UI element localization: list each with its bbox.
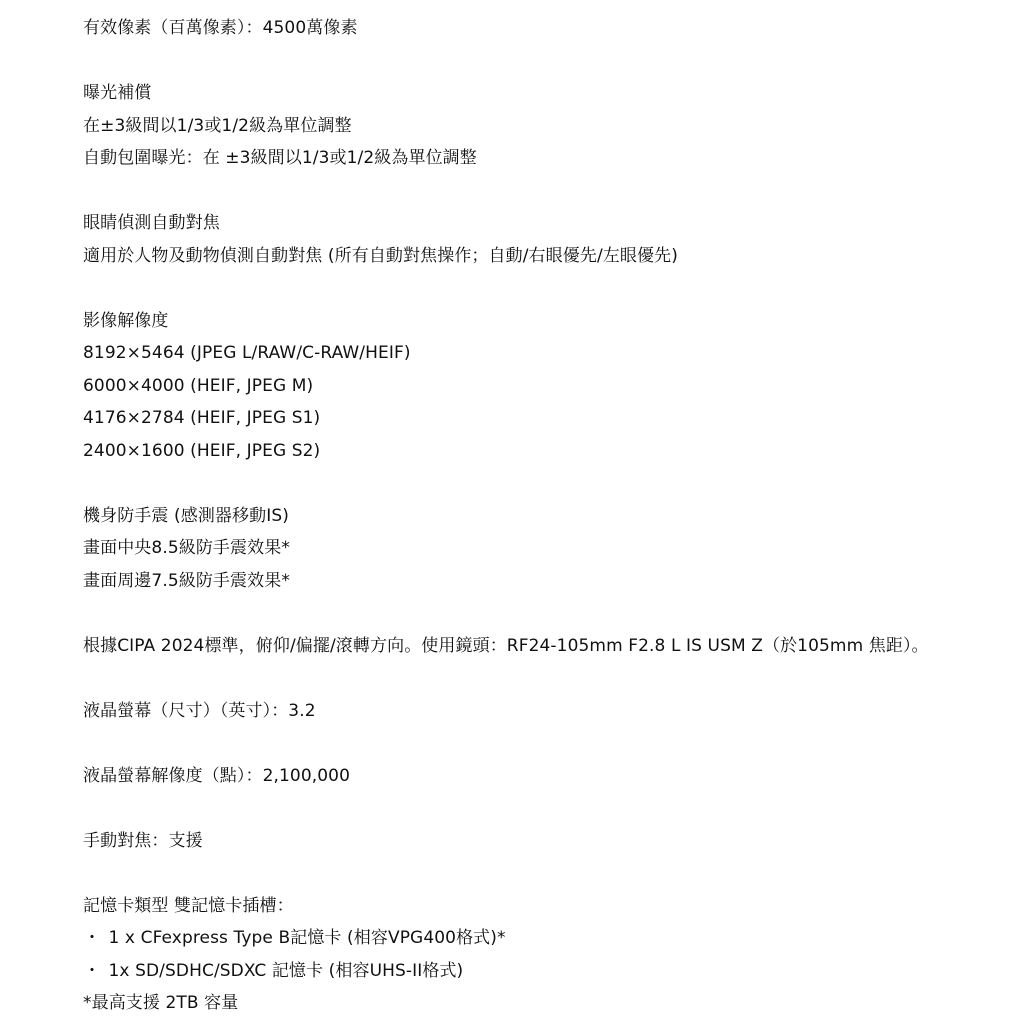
bullet-icon: ・ bbox=[83, 960, 101, 981]
bullet-icon: ・ bbox=[83, 928, 101, 948]
resolution-item: 4176×2784 (HEIF, JPEG S1) bbox=[83, 408, 321, 428]
resolution-item: 6000×4000 (HEIF, JPEG M) bbox=[83, 375, 314, 396]
lcd-resolution-line: 液晶螢幕解像度（點）：2,100,000 bbox=[83, 765, 351, 786]
cipa-note: 根據CIPA 2024標準，俯仰/偏擺/滾轉方向。使用鏡頭：RF24-105mm F2.8 L IS USM Z（於105mm 焦距）。 bbox=[83, 635, 929, 656]
spacer bbox=[83, 467, 1003, 500]
spacer bbox=[83, 175, 1003, 208]
resolution-item: 2400×1600 (HEIF, JPEG S2) bbox=[83, 440, 321, 461]
resolution-heading: 影像解像度 bbox=[83, 310, 169, 331]
spacer bbox=[83, 45, 1003, 78]
spacer bbox=[83, 662, 1003, 695]
exposure-comp-heading: 曝光補償 bbox=[83, 83, 152, 103]
spec-sheet bbox=[83, 12, 1003, 1020]
auto-bracketing-line: 自動包圍曝光：在 ±3級間以1/3或1/2級為單位調整 bbox=[83, 148, 477, 168]
manual-focus-line: 手動對焦：支援 bbox=[83, 830, 203, 851]
ibis-center-line: 畫面中央8.5級防手震效果* bbox=[83, 538, 290, 558]
ibis-heading: 機身防手震 (感測器移動IS) bbox=[83, 505, 289, 526]
memory-card-slot-text: 1x SD/SDHC/SDXC 記憶卡 (相容UHS-II格式) bbox=[108, 960, 464, 981]
spacer bbox=[83, 857, 1003, 890]
lcd-size-line: 液晶螢幕（尺寸）（英寸）：3.2 bbox=[83, 700, 316, 721]
spacer bbox=[83, 727, 1003, 760]
spacer bbox=[83, 792, 1003, 825]
memory-card-heading: 記憶卡類型 雙記憶卡插槽： bbox=[83, 895, 294, 916]
resolution-item: 8192×5464 (JPEG L/RAW/C-RAW/HEIF) bbox=[83, 343, 411, 363]
effective-pixels-line: 有效像素（百萬像素）：4500萬像素 bbox=[83, 18, 358, 38]
spacer bbox=[83, 272, 1003, 305]
memory-card-slot bbox=[83, 955, 1003, 988]
memory-card-slot-text: 1 x CFexpress Type B記憶卡 (相容VPG400格式)* bbox=[108, 928, 506, 948]
ibis-edge-line: 畫面周邊7.5級防手震效果* bbox=[83, 570, 290, 591]
exposure-comp-range: 在±3級間以1/3或1/2級為單位調整 bbox=[83, 115, 352, 136]
memory-card-footnote: *最高支援 2TB 容量 bbox=[83, 993, 239, 1013]
spacer bbox=[83, 597, 1003, 630]
memory-card-slot bbox=[83, 922, 1003, 955]
eye-af-heading: 眼睛偵測自動對焦 bbox=[83, 213, 220, 233]
eye-af-description: 適用於人物及動物偵測自動對焦 (所有自動對焦操作；自動/右眼優先/左眼優先) bbox=[83, 245, 678, 266]
